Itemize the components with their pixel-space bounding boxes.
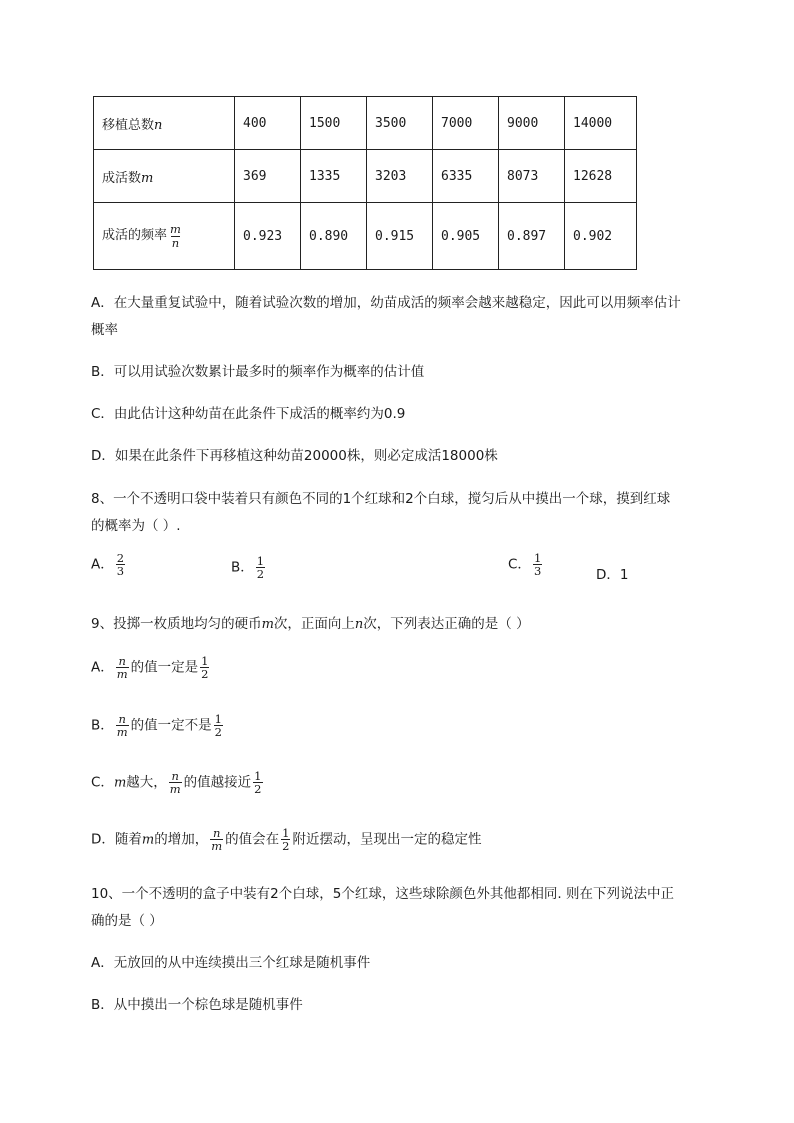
table-cell: 3500 — [367, 97, 433, 150]
table-cell: 0.905 — [433, 203, 499, 270]
table-cell: 369 — [235, 150, 301, 203]
q8-stem: 8、一个不透明口袋中装着只有颜色不同的1个红球和2个白球，搅匀后从中摸出一个球，摸到红球 — [91, 491, 671, 507]
q10-stem-cont: 确的是（ ） — [91, 913, 163, 929]
row-label: 成活的频率 — [102, 228, 168, 244]
var-m: m — [141, 170, 154, 186]
fraction: $\frac{1}{2}$ — [256, 554, 265, 582]
fraction-n-over-m: $\frac{n}{m}$ — [211, 826, 223, 854]
fraction-n-over-m: $\frac{n}{m}$ — [116, 712, 128, 740]
q9-option-c: C．m越大， $\frac{n}{m}$ 的值越接近 $\frac{1}{2}$ — [91, 769, 262, 797]
table-cell: 0.890 — [301, 203, 367, 270]
table-cell: 3203 — [367, 150, 433, 203]
q9-option-b: B． $\frac{n}{m}$ 的值一定不是 $\frac{1}{2}$ — [91, 712, 222, 740]
fraction-half: $\frac{1}{2}$ — [201, 654, 209, 682]
table-cell: 1335 — [301, 150, 367, 203]
q8-option-b: B． $\frac{1}{2}$ — [231, 554, 265, 582]
fraction: $\frac{2}{3}$ — [116, 551, 125, 579]
q7-option-d: D．如果在此条件下再移植这种幼苗20000株，则必定成活18000株 — [91, 448, 498, 464]
q9-option-a: A． $\frac{n}{m}$ 的值一定是 $\frac{1}{2}$ — [91, 654, 209, 682]
q9-option-d: D．随着m的增加， $\frac{n}{m}$ 的值会在 $\frac{1}{2}$ 附近摆动，呈现出一定的稳定性 — [91, 826, 482, 854]
table-cell: 0.915 — [367, 203, 433, 270]
q7-option-b: B．可以用试验次数累计最多时的频率作为概率的估计值 — [91, 364, 425, 380]
table-cell: 6335 — [433, 150, 499, 203]
table-cell: 0.923 — [235, 203, 301, 270]
table-cell: 8073 — [499, 150, 565, 203]
fraction-n-over-m: $\frac{n}{m}$ — [116, 654, 128, 682]
q7-option-c: C．由此估计这种幼苗在此条件下成活的概率约为0.9 — [91, 406, 406, 422]
q10-option-a: A．无放回的从中连续摸出三个红球是随机事件 — [91, 955, 371, 971]
table-cell: 12628 — [565, 150, 637, 203]
seedling-table — [93, 96, 637, 270]
q8-option-d: D．1 — [596, 567, 629, 583]
table-row — [94, 203, 637, 270]
q10-option-b: B．从中摸出一个棕色球是随机事件 — [91, 997, 303, 1013]
row-label: 移植总数 — [102, 117, 155, 133]
table-cell: 7000 — [433, 97, 499, 150]
fraction-m-over-n: $\frac{m}{n}$ — [170, 222, 181, 250]
row-label: 成活数 — [102, 170, 142, 186]
row-header — [94, 97, 235, 150]
q7-option-a: A．在大量重复试验中，随着试验次数的增加，幼苗成活的频率会越来越稳定，因此可以用频率估计 — [91, 295, 681, 311]
table-cell: 14000 — [565, 97, 637, 150]
table-row — [94, 97, 637, 150]
table-row — [94, 150, 637, 203]
q8-option-c: C． $\frac{1}{3}$ — [508, 551, 542, 579]
q7-option-a-cont: 概率 — [91, 322, 118, 338]
q8-stem-cont: 的概率为（ ）. — [91, 518, 181, 534]
q9-stem: 9、投掷一枚质地均匀的硬币m次，正面向上n次，下列表达正确的是（ ） — [91, 616, 530, 632]
fraction-n-over-m: $\frac{n}{m}$ — [169, 769, 181, 797]
table-cell: 1500 — [301, 97, 367, 150]
fraction-half: $\frac{1}{2}$ — [282, 826, 290, 854]
fraction-half: $\frac{1}{2}$ — [254, 769, 262, 797]
row-header — [94, 150, 235, 203]
row-header — [94, 203, 235, 270]
table-cell: 9000 — [499, 97, 565, 150]
table-cell: 0.902 — [565, 203, 637, 270]
fraction: $\frac{1}{3}$ — [533, 551, 542, 579]
q8-option-a: A． $\frac{2}{3}$ — [91, 551, 125, 579]
q10-stem: 10、一个不透明的盒子中装有2个白球，5个红球，这些球除颜色外其他都相同. 则在下列说法中正 — [91, 886, 674, 902]
fraction-half: $\frac{1}{2}$ — [214, 712, 222, 740]
table-cell: 0.897 — [499, 203, 565, 270]
table-cell: 400 — [235, 97, 301, 150]
var-n: n — [154, 117, 163, 133]
